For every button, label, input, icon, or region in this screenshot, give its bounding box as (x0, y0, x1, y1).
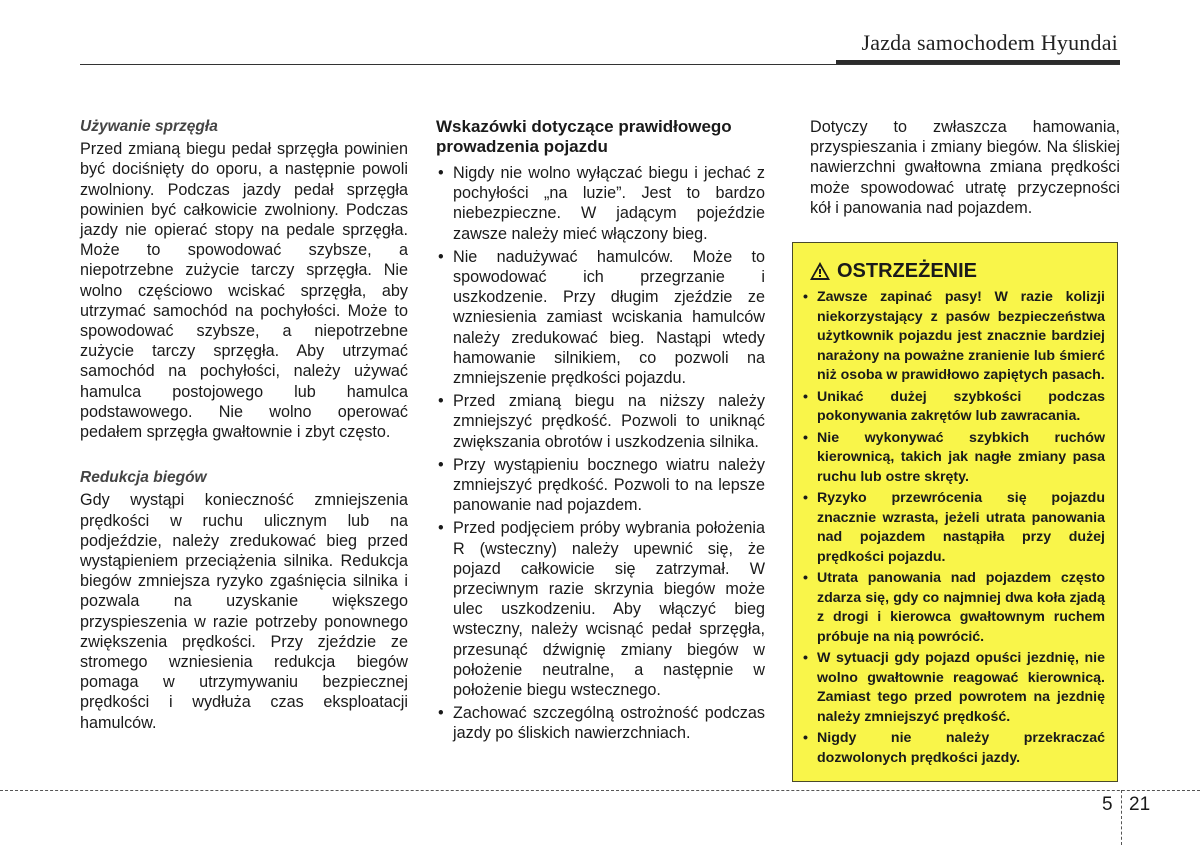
warning-item-text: W sytuacji gdy pojazd opuści jezdnię, nie wolno gwałtownie reagować kierownicą. Zamiast tego przed powrotem na jezdnię należy zmniejszyć prędkość. (817, 650, 1105, 725)
warning-item (803, 288, 1105, 386)
paragraph-clutch: Przed zmianą biegu pedał sprzęgła powinien być dociśnięty do oporu, a następnie powoli zwolniony. Podczas jazdy pedał sprzęgła powinien być całkowicie zwolniony. Podczas jazdy nie opierać stopy na pedale sprzęgła. Może to spowodować szybsze, a niepotrzebne zużycie tarczy sprzęgła. Nie wolno częściowo wciskać sprzęgła, aby utrzymać samochód na pochyłości. Może to spowodować szybsze, a niepotrzebne zużycie tarczy sprzęgła. Aby utrzymać samochód na pochyłości, należy używać hamulca postojowego lub hamulca podstawowego. Nie wolno operować pedałem sprzęgła gwałtownie i zbyt często. (80, 140, 408, 442)
warning-list (803, 288, 1105, 770)
bullet: • (803, 730, 808, 746)
warning-item (803, 429, 1105, 488)
driving-tips-list (436, 163, 765, 744)
list-item (436, 518, 765, 700)
list-item-text: Przed zmianą biegu na niższy należy zmniejszyć prędkość. Pozwoli to uniknąć zwiększania obrotów i uszkodzenia silnika. (453, 392, 765, 451)
list-item (436, 455, 765, 516)
warning-item (803, 569, 1105, 647)
warning-item (803, 649, 1105, 727)
bullet: • (438, 519, 444, 538)
bullet: • (438, 164, 444, 182)
warning-header (809, 259, 977, 283)
chapter-number: 5 (1102, 794, 1113, 815)
list-item-text: Nie nadużywać hamulców. Może to spowodować ich przegrzanie i uszkodzenie. Przy długim zjeździe ze wzniesienia zamiast wciskania hamulców należy zredukować bieg. Nastąpi wtedy hamowanie silnikiem, co pozwoli na zmniejszenie prędkości pojazdu. (453, 247, 765, 388)
warning-title: OSTRZEŻENIE (837, 260, 978, 282)
bullet: • (438, 455, 444, 474)
column-right (810, 117, 1120, 218)
warning-item-text: Unikać dużej szybkości podczas pokonywania zakrętów lub zawracania. (817, 388, 1105, 424)
column-middle (436, 117, 765, 747)
warning-item (803, 489, 1105, 567)
bullet: • (803, 289, 808, 305)
warning-item-text: Zawsze zapinać pasy! W razie kolizji niekorzystający z pasów bezpieczeństwa użytkownik pojazdu jest znacznie bardziej narażony na poważne zranienie lub śmierć niż osoba w prawidłowo zapiętych pasach. (817, 289, 1105, 383)
list-item-text: Nigdy nie wolno wyłączać biegu i jechać z pochyłości „na luzie”. Jest to bardzo niebezpieczne. W jadącym pojeździe zawsze należy mieć włączony bieg. (453, 164, 765, 243)
bullet: • (438, 392, 444, 411)
bullet: • (438, 247, 444, 266)
paragraph-downshift: Gdy wystąpi konieczność zmniejszenia prędkości w ruchu ulicznym lub na podjeździe, należy zredukować bieg przed wystąpieniem przeciążenia silnika. Redukcja biegów zmniejsza ryzyko zgaśnięcia silnika i pozwala na uzyskanie większego przyspieszenia w razie potrzeby ponownego zwiększenia prędkości. Przy zjeździe ze stromego wzniesienia redukcja biegów pomaga w utrzymywaniu bezpiecznej prędkości i wydłuża czas eksploatacji hamulców. (80, 491, 408, 732)
bullet: • (803, 650, 808, 666)
warning-item-text: Utrata panowania nad pojazdem często zdarza się, gdy co najmniej dwa koła zjadą z drogi i kierowca gwałtownym ruchem próbuje na nią powrócić. (817, 570, 1105, 645)
column-left (80, 117, 408, 733)
list-item (436, 703, 765, 743)
warning-box (792, 242, 1118, 782)
warning-item (803, 388, 1105, 427)
warning-item-text: Nigdy nie należy przekraczać dozwolonych prędkości jazdy. (817, 730, 1105, 766)
warning-item (803, 729, 1105, 768)
page-header-title: Jazda samochodem Hyundai (861, 30, 1118, 55)
list-item (436, 247, 765, 388)
section-title-downshift: Redukcja biegów (80, 469, 207, 487)
list-item (436, 163, 765, 244)
paragraph-slippery: Dotyczy to zwłaszcza hamowania, przyspieszania i zmiany biegów. Na śliskiej nawierzchni gwałtowna zmiana prędkości może spowodować utratę przyczepności kół i panowania nad pojazdem. (810, 118, 1120, 217)
page-number: 21 (1129, 794, 1151, 815)
bullet: • (803, 490, 808, 506)
warning-item-text: Ryzyko przewrócenia się pojazdu znacznie wzrasta, jeżeli utrata panowania nad pojazdem nastąpiła przy dużej prędkości pojazdu. (817, 490, 1105, 565)
header-rule (80, 64, 1120, 65)
list-item-text: Przed podjęciem próby wybrania położenia R (wsteczny) należy upewnić się, że pojazd całkowicie się zatrzymał. W przeciwnym razie skrzynia biegów może ulec uszkodzeniu. Aby włączyć bieg wsteczny, należy wcisnąć pedał sprzęgła, przesunąć dźwignię zmiany biegów w położenie neutralne, a następnie w położenie biegu wstecznego. (453, 519, 765, 700)
warning-item-text: Nie wykonywać szybkich ruchów kierownicą, takich jak nagłe zmiany pasa ruchu lub ostre skręty. (817, 429, 1105, 485)
footer-separator (1121, 790, 1122, 845)
list-item-text: Zachować szczególną ostrożność podczas jazdy po śliskich nawierzchniach. (453, 704, 765, 743)
section-title-clutch: Używanie sprzęgła (80, 118, 218, 135)
warning-triangle-icon (809, 261, 831, 281)
list-item-text: Przy wystąpieniu bocznego wiatru należy zmniejszyć prędkość. Pozwoli to na lepsze panowanie nad pojazdem. (453, 455, 765, 515)
list-item (436, 391, 765, 452)
footer-rule (0, 790, 1200, 791)
bullet: • (803, 570, 808, 586)
bullet: • (803, 429, 808, 446)
bullet: • (803, 388, 808, 405)
bullet: • (438, 704, 444, 723)
section-title-driving-tips: Wskazówki dotyczące prawidłowego prowadzenia pojazdu (436, 117, 732, 156)
